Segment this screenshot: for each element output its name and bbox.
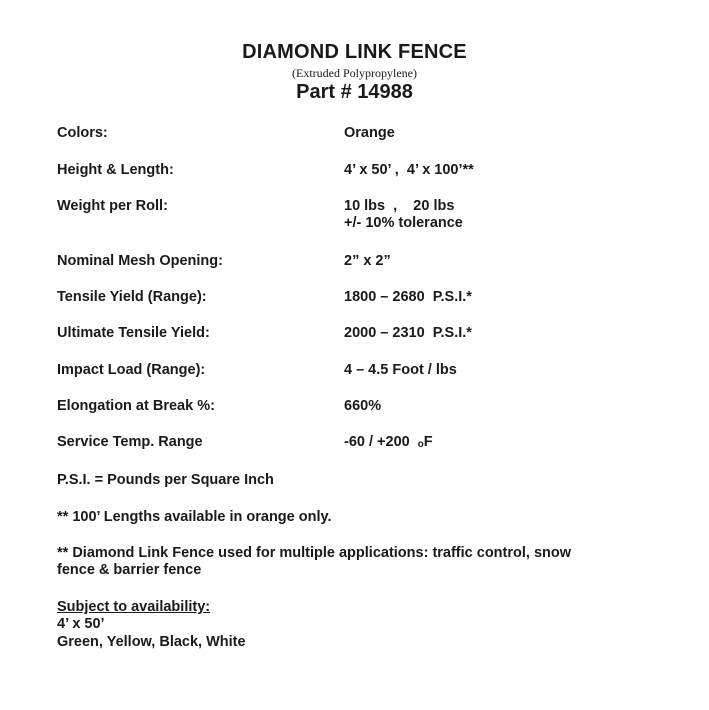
document-subtitle: (Extruded Polypropylene)	[292, 66, 417, 80]
part-number: Part # 14988	[296, 81, 413, 103]
spec-label: Impact Load (Range):	[57, 362, 206, 378]
spec-label: Tensile Yield (Range):	[57, 289, 207, 305]
spec-label: Height & Length:	[57, 162, 174, 178]
lengths-note: ** 100’ Lengths available in orange only.	[57, 509, 332, 525]
spec-value: Orange	[344, 125, 395, 141]
spec-value: 4’ x 50’ , 4’ x 100’**	[344, 162, 474, 178]
spec-label: Weight per Roll:	[57, 198, 168, 214]
spec-value-secondary: +/- 10% tolerance	[344, 215, 463, 231]
availability-colors: Green, Yellow, Black, White	[57, 634, 246, 650]
psi-definition: P.S.I. = Pounds per Square Inch	[57, 472, 274, 488]
document-title: DIAMOND LINK FENCE	[242, 41, 467, 63]
availability-size: 4’ x 50’	[57, 616, 105, 632]
spec-label: Ultimate Tensile Yield:	[57, 325, 210, 341]
applications-note-line1: ** Diamond Link Fence used for multiple applications: traffic control, snow	[57, 545, 572, 561]
spec-value: 10 lbs , 20 lbs	[344, 198, 455, 214]
spec-value: 1800 – 2680 P.S.I.*	[344, 289, 472, 305]
spec-label: Colors:	[57, 125, 108, 141]
availability-heading: Subject to availability:	[57, 599, 211, 615]
spec-value: -60 / +200 ₒF	[344, 434, 433, 450]
spec-value: 2” x 2”	[344, 253, 391, 269]
spec-label: Elongation at Break %:	[57, 398, 215, 414]
spec-value: 4 – 4.5 Foot / lbs	[344, 362, 457, 378]
applications-note-line2: fence & barrier fence	[57, 562, 202, 578]
spec-label: Service Temp. Range	[57, 434, 203, 450]
spec-value: 660%	[344, 398, 382, 414]
spec-value: 2000 – 2310 P.S.I.*	[344, 325, 472, 341]
spec-label: Nominal Mesh Opening:	[57, 253, 223, 269]
